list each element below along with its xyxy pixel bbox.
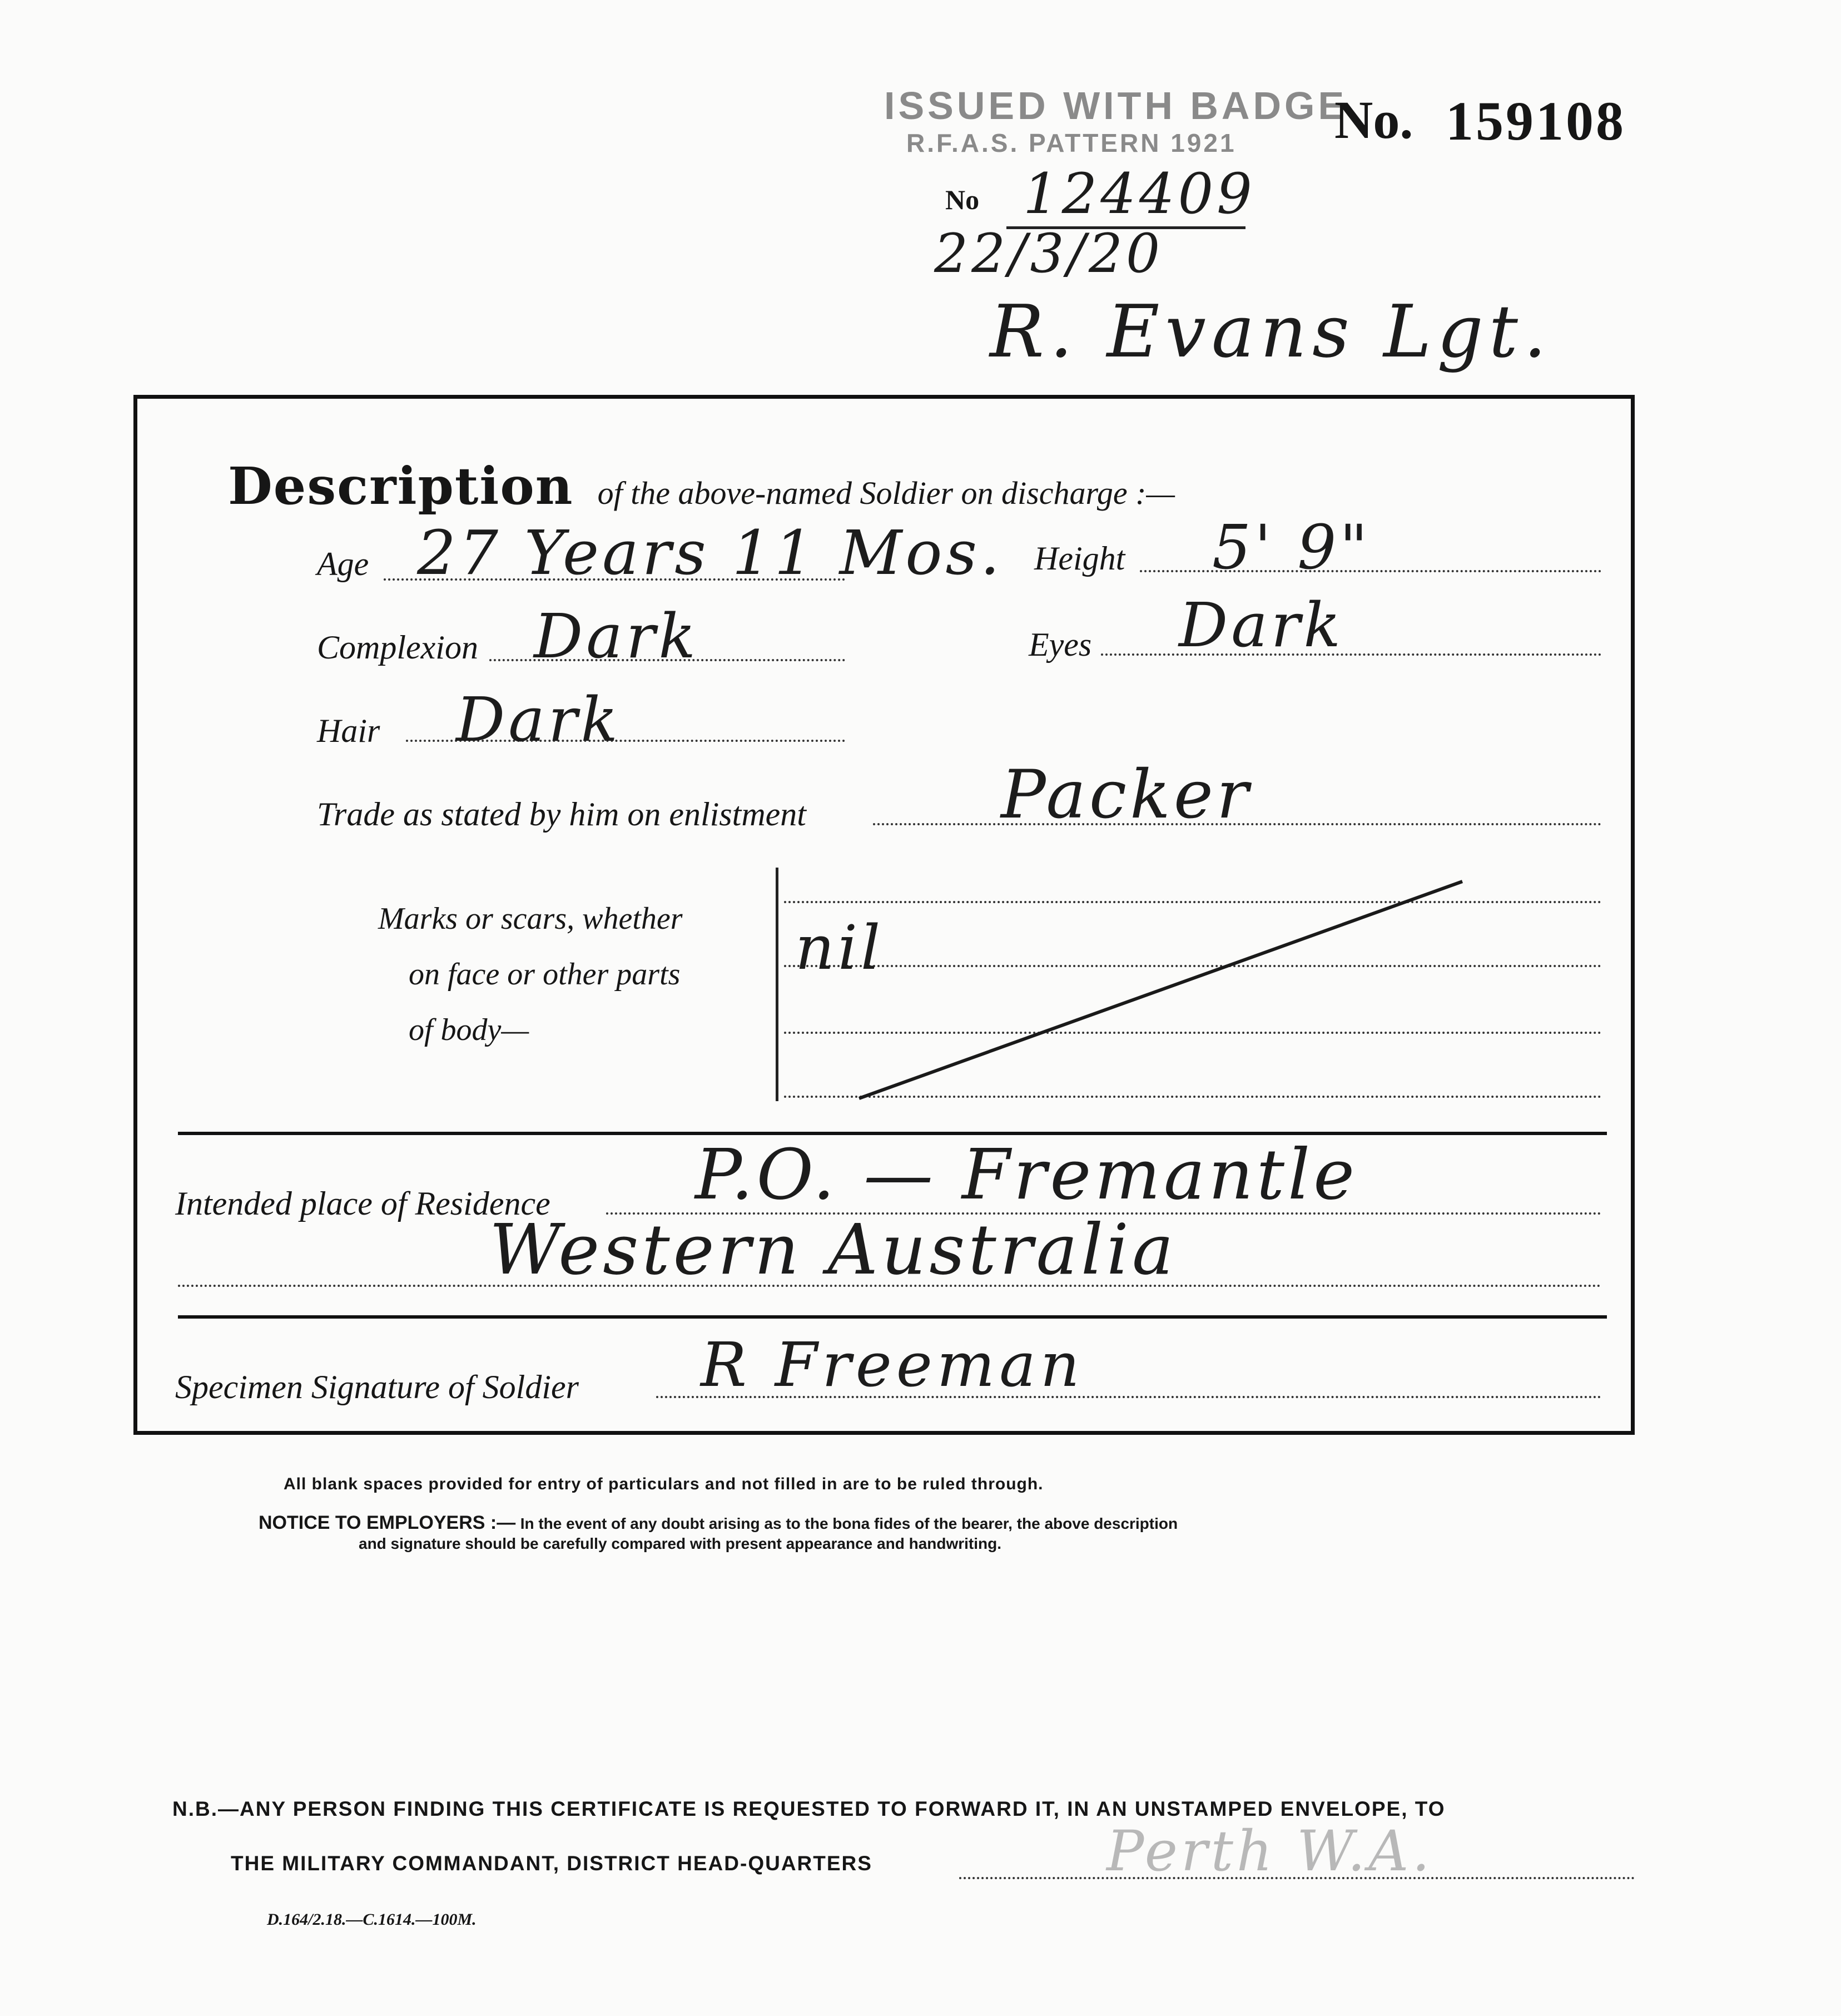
marks-strike-line <box>851 879 1473 1101</box>
residence-label: Intended place of Residence <box>175 1185 550 1222</box>
height-label: Height <box>1034 540 1125 577</box>
employers-notice-lead: NOTICE TO EMPLOYERS :— <box>259 1512 516 1533</box>
marks-strike-stroke <box>859 881 1462 1098</box>
employers-notice-text: In the event of any doubt arising as to the bona fides of the bearer, the above description <box>520 1515 1178 1532</box>
marks-label-line2: on face or other parts <box>409 957 681 992</box>
eyes-line <box>1101 653 1601 656</box>
height-value: 5' 9" <box>1212 512 1371 583</box>
marks-value: nil <box>795 912 884 983</box>
hair-value: Dark <box>456 684 622 755</box>
marks-label-line3: of body— <box>409 1013 529 1047</box>
residence-value-line2: Western Australia <box>489 1210 1177 1290</box>
eyes-label: Eyes <box>1029 626 1092 663</box>
residence-value-line1: P.O. — Fremantle <box>695 1135 1358 1215</box>
signature-label: Specimen Signature of Soldier <box>175 1369 579 1405</box>
complexion-label: Complexion <box>317 629 478 666</box>
issued-stamp-line1: ISSUED WITH BADGE <box>884 84 1348 127</box>
officer-signature: R. Evans Lgt. <box>990 289 1552 374</box>
complexion-value: Dark <box>534 601 699 672</box>
description-title: Description <box>228 456 574 516</box>
trade-value: Packer <box>1001 756 1252 834</box>
employers-notice <box>259 1513 1537 1554</box>
badge-date: 22/3/20 <box>934 222 1164 285</box>
age-label: Age <box>317 546 369 582</box>
blank-spaces-notice: All blank spaces provided for entry of particulars and not filled in are to be ruled through. <box>284 1475 1044 1493</box>
nb-handwritten-address: Perth W.A. <box>1106 1819 1433 1884</box>
nb-notice-line1: N.B.—ANY PERSON FINDING THIS CERTIFICATE IS REQUESTED TO FORWARD IT, IN AN UNSTAMPED ENVELOPE, TO <box>172 1797 1446 1820</box>
description-heading <box>228 456 1175 516</box>
certificate-number: 159108 <box>1446 90 1626 152</box>
certificate-number-prefix: No. <box>1334 90 1413 150</box>
badge-number: 124409 <box>1006 161 1245 229</box>
age-value: 27 Years 11 Mos. <box>417 517 1003 588</box>
soldier-signature: R Freeman <box>701 1329 1084 1400</box>
badge-number-prefix: No <box>945 184 980 215</box>
section-divider-2 <box>178 1315 1607 1319</box>
issued-stamp-line2: R.F.A.S. PATTERN 1921 <box>906 128 1237 157</box>
nb-notice-line2: THE MILITARY COMMANDANT, DISTRICT HEAD-QUARTERS <box>231 1852 872 1875</box>
trade-label: Trade as stated by him on enlistment <box>317 796 806 833</box>
description-subtitle: of the above-named Soldier on discharge :— <box>597 475 1175 511</box>
employers-notice-text-2: and signature should be carefully compared with present appearance and handwriting. <box>359 1535 1002 1552</box>
form-code: D.164/2.18.—C.1614.—100M. <box>267 1910 477 1929</box>
eyes-value: Dark <box>1179 590 1344 661</box>
hair-label: Hair <box>317 712 380 749</box>
marks-label-line1: Marks or scars, whether <box>378 901 683 936</box>
